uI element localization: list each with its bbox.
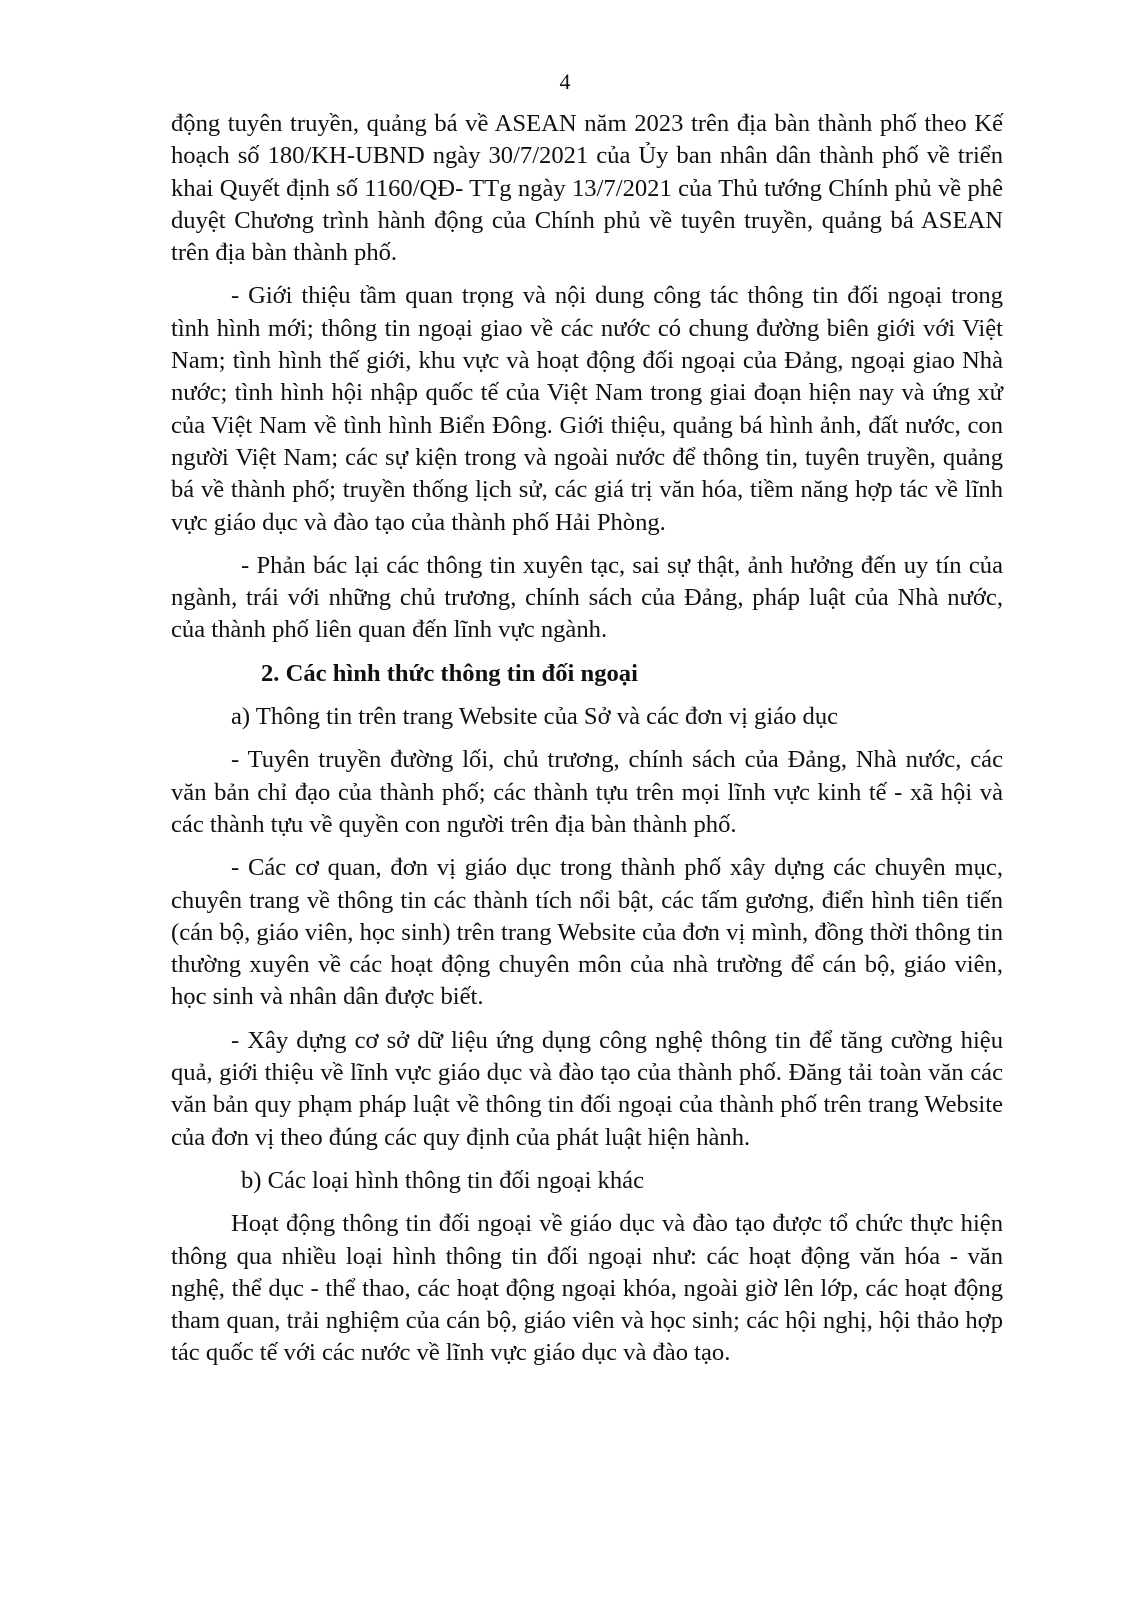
subheading-website-info: a) Thông tin trên trang Website của Sở và các đơn vị giáo dục <box>231 703 839 731</box>
paragraph-agencies-columns: - Các cơ quan, đơn vị giáo dục trong thành phố xây dựng các chuyên mục, chuyên trang về thông tin các thành tích nổi bật, các tấm gương, điển hình tiên tiến (cán bộ, giáo viên, học sinh) trên trang Website của đơn vị mình, đồng thời thông tin thường xuyên về các hoạt động chuyên môn của nhà trường để cán bộ, giáo viên, học sinh và nhân dân được biết. <box>171 854 1003 1011</box>
paragraph-refute-misinformation: - Phản bác lại các thông tin xuyên tạc, sai sự thật, ảnh hưởng đến uy tín của ngành, trái với những chủ trương, chính sách của Đảng, pháp luật của Nhà nước, của thành phố liên quan đến lĩnh vực ngành. <box>171 551 1003 644</box>
section-heading-forms: 2. Các hình thức thông tin đối ngoại <box>261 659 638 687</box>
paragraph-introduce-foreign-info: - Giới thiệu tầm quan trọng và nội dung công tác thông tin đối ngoại trong tình hình mới; thông tin ngoại giao về các nước có chung đường biên giới với Việt Nam; tình hình thế giới, khu vực và hoạt động đối ngoại của Đảng, ngoại giao Nhà nước; tình hình hội nhập quốc tế của Việt Nam trong giai đoạn hiện nay và ứng xử của Việt Nam về tình hình Biển Đông. Giới thiệu, quảng bá hình ảnh, đất nước, con người Việt Nam; các sự kiện trong và ngoài nước để thông tin, tuyên truyền, quảng bá về thành phố; truyền thống lịch sử, các giá trị văn hóa, tiềm năng hợp tác về lĩnh vực giáo dục và đào tạo của thành phố Hải Phòng. <box>171 282 1003 536</box>
document-body <box>171 108 1003 1381</box>
paragraph-activities: Hoạt động thông tin đối ngoại về giáo dục và đào tạo được tổ chức thực hiện thông qua nhiều loại hình thông tin đối ngoại như: các hoạt động văn hóa - văn nghệ, thể dục - thể thao, các hoạt động ngoại khóa, ngoài giờ lên lớp, các hoạt động tham quan, trải nghiệm của cán bộ, giáo viên và học sinh; các hội nghị, hội thảo hợp tác quốc tế với các nước về lĩnh vực giáo dục và đào tạo. <box>171 1210 1003 1367</box>
subheading-other-forms: b) Các loại hình thông tin đối ngoại khác <box>241 1166 644 1194</box>
paragraph-database: - Xây dựng cơ sở dữ liệu ứng dụng công nghệ thông tin để tăng cường hiệu quả, giới thiệu về lĩnh vực giáo dục và đào tạo của thành phố. Đăng tải toàn văn các văn bản quy phạm pháp luật về thông tin đối ngoại của thành phố trên trang Website của đơn vị theo đúng các quy định của phát luật hiện hành. <box>171 1026 1003 1151</box>
paragraph-propaganda: - Tuyên truyền đường lối, chủ trương, chính sách của Đảng, Nhà nước, các văn bản chỉ đạo của thành phố; các thành tựu trên mọi lĩnh vực kinh tế - xã hội và các thành tựu về quyền con người trên địa bàn thành phố. <box>171 746 1003 838</box>
page-number: 4 <box>559 69 571 94</box>
paragraph-asean-continuation: động tuyên truyền, quảng bá về ASEAN năm 2023 trên địa bàn thành phố theo Kế hoạch số 180/KH-UBND ngày 30/7/2021 của Ủy ban nhân dân thành phố về triển khai Quyết định số 1160/QĐ- TTg ngày 13/7/2021 của Thủ tướng Chính phủ về phê duyệt Chương trình hành động của Chính phủ về tuyên truyền, quảng bá ASEAN trên địa bàn thành phố. <box>171 110 1003 267</box>
